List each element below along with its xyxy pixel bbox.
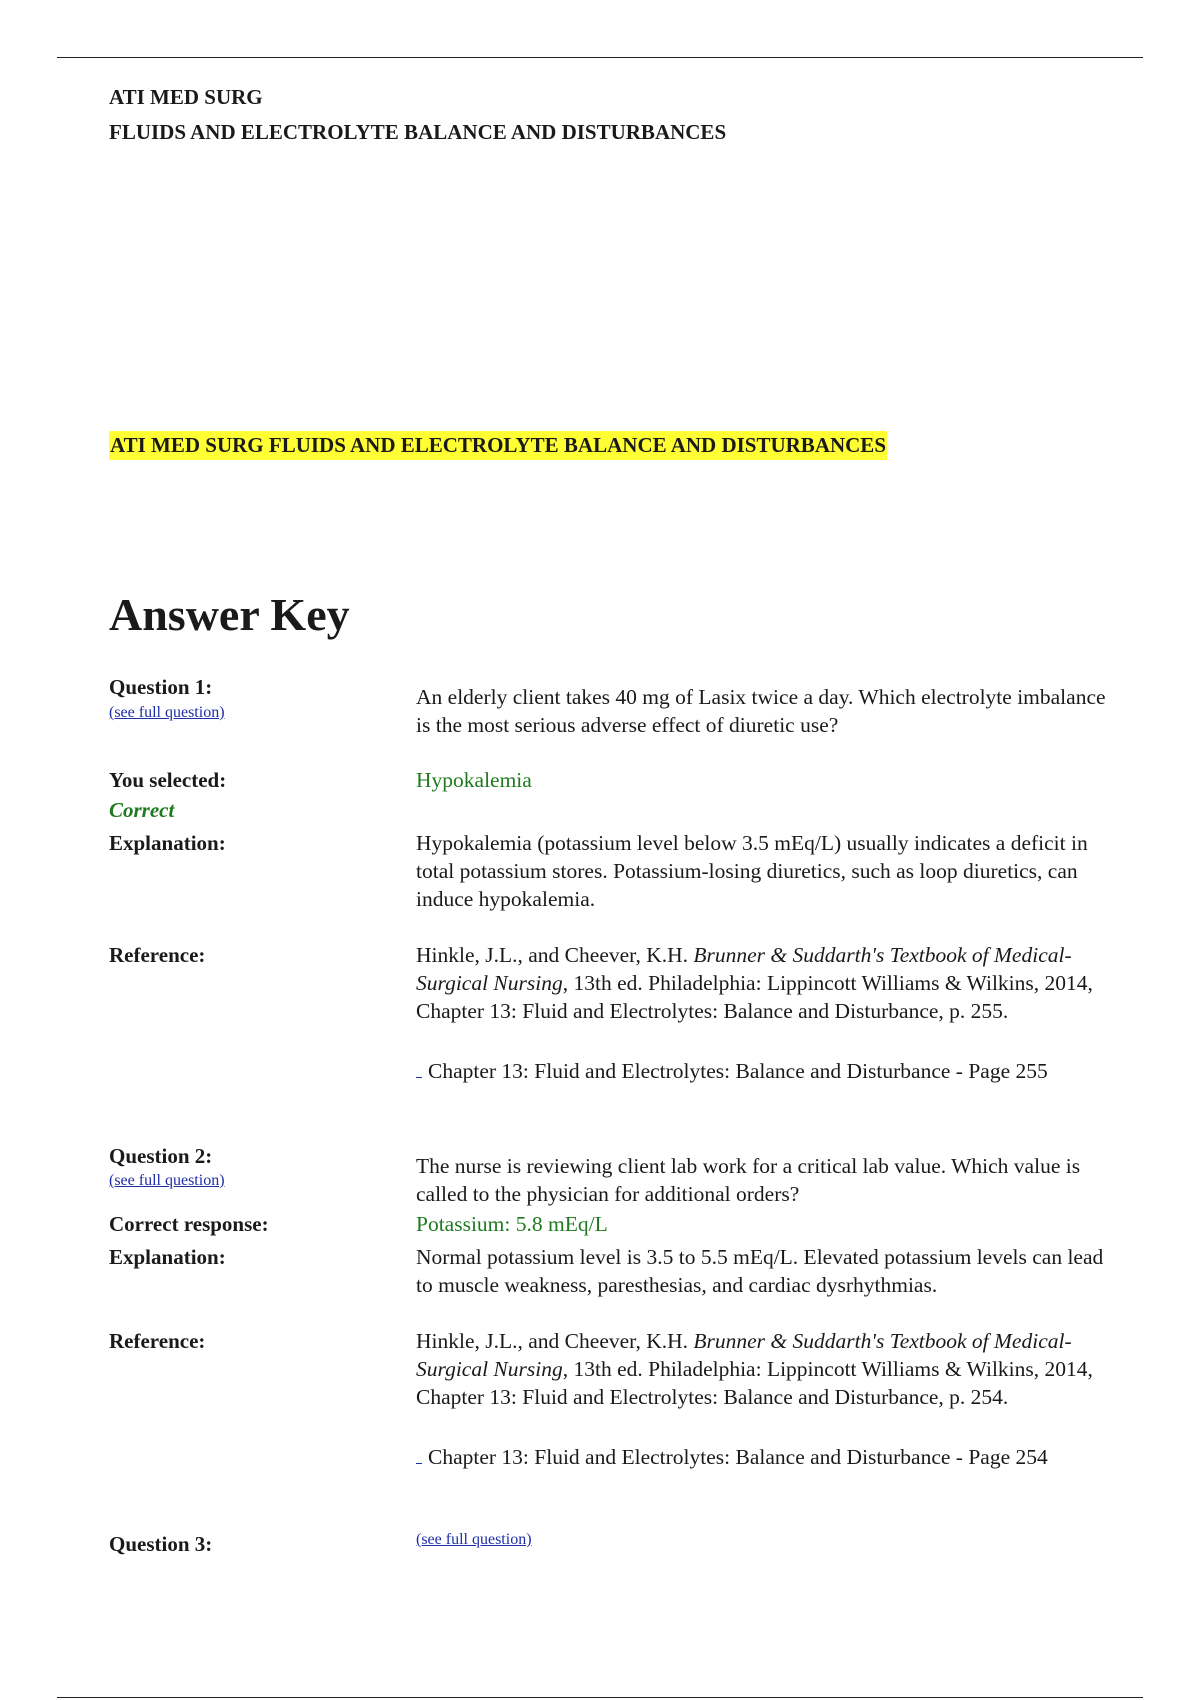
- q1-reference-book-title: Brunner & Suddarth's Textbook of Medical-Surgical Nursing: [416, 943, 1072, 995]
- question-3-label: Question 3:: [109, 1532, 213, 1556]
- question-1-label: Question 1:: [109, 675, 213, 699]
- q1-explanation-label: Explanation:: [109, 831, 226, 855]
- question-2-label: Question 2:: [109, 1144, 213, 1168]
- header-line-1: ATI MED SURG: [109, 85, 263, 109]
- q1-reference-text: [416, 941, 1116, 1025]
- q2-explanation-label: Explanation:: [109, 1245, 226, 1269]
- q3-see-full-question-link[interactable]: (see full question): [416, 1531, 532, 1548]
- q1-chapter-text: Chapter 13: Fluid and Electrolytes: Balance and Disturbance - Page 255: [428, 1059, 1048, 1083]
- answer-key-heading: Answer Key: [109, 589, 350, 640]
- q2-explanation-text: Normal potassium level is 3.5 to 5.5 mEq/L. Elevated potassium levels can lead to muscle weakness, paresthesias, and cardiac dysrhythmias.: [416, 1245, 1104, 1297]
- q2-question-text: The nurse is reviewing client lab work for a critical lab value. Which value is called to the physician for additional orders?: [416, 1154, 1081, 1206]
- q2-chapter-link-marker[interactable]: [416, 1445, 422, 1464]
- q2-reference-details: , 13th ed. Philadelphia: Lippincott Williams & Wilkins, 2014, Chapter 13: Fluid and Electrolytes: Balance and Disturbance, p. 254.: [416, 1357, 1093, 1409]
- highlighted-title: ATI MED SURG FLUIDS AND ELECTROLYTE BALANCE AND DISTURBANCES: [109, 431, 887, 460]
- q2-see-full-question-link[interactable]: (see full question): [109, 1172, 225, 1189]
- q1-explanation-text: Hypokalemia (potassium level below 3.5 mEq/L) usually indicates a deficit in total potassium stores. Potassium-losing diuretics, such as loop diuretics, can induce hypokalemia.: [416, 831, 1088, 911]
- top-rule: [57, 57, 1143, 58]
- q1-reference-details: , 13th ed. Philadelphia: Lippincott Williams & Wilkins, 2014, Chapter 13: Fluid and Electrolytes: Balance and Disturbance, p. 255.: [416, 971, 1093, 1023]
- q2-correct-response-value: Potassium: 5.8 mEq/L: [416, 1212, 608, 1236]
- q1-selected-answer: Hypokalemia: [416, 768, 532, 792]
- q1-reference-authors: Hinkle, J.L., and Cheever, K.H.: [416, 943, 694, 967]
- q1-correct-badge: Correct: [109, 798, 175, 822]
- q1-see-full-question-link[interactable]: (see full question): [109, 704, 225, 721]
- q1-question-text: An elderly client takes 40 mg of Lasix twice a day. Which electrolyte imbalance is the most serious adverse effect of diuretic use?: [416, 685, 1106, 737]
- q1-reference-label: Reference:: [109, 943, 206, 967]
- q2-reference-authors: Hinkle, J.L., and Cheever, K.H.: [416, 1329, 694, 1353]
- document-header: [109, 80, 726, 150]
- header-line-2: FLUIDS AND ELECTROLYTE BALANCE AND DISTURBANCES: [109, 120, 727, 144]
- q1-chapter-reference: [416, 1057, 1116, 1085]
- q2-reference-book-title: Brunner & Suddarth's Textbook of Medical-Surgical Nursing: [416, 1329, 1072, 1381]
- q2-reference-label: Reference:: [109, 1329, 206, 1353]
- q2-reference-text: [416, 1327, 1116, 1411]
- q1-chapter-link-marker[interactable]: [416, 1059, 422, 1078]
- q1-you-selected-label: You selected:: [109, 768, 227, 792]
- bottom-rule: [57, 1697, 1143, 1698]
- q2-chapter-reference: [416, 1443, 1116, 1471]
- q2-correct-response-label: Correct response:: [109, 1212, 269, 1236]
- q2-chapter-text: Chapter 13: Fluid and Electrolytes: Balance and Disturbance - Page 254: [428, 1445, 1048, 1469]
